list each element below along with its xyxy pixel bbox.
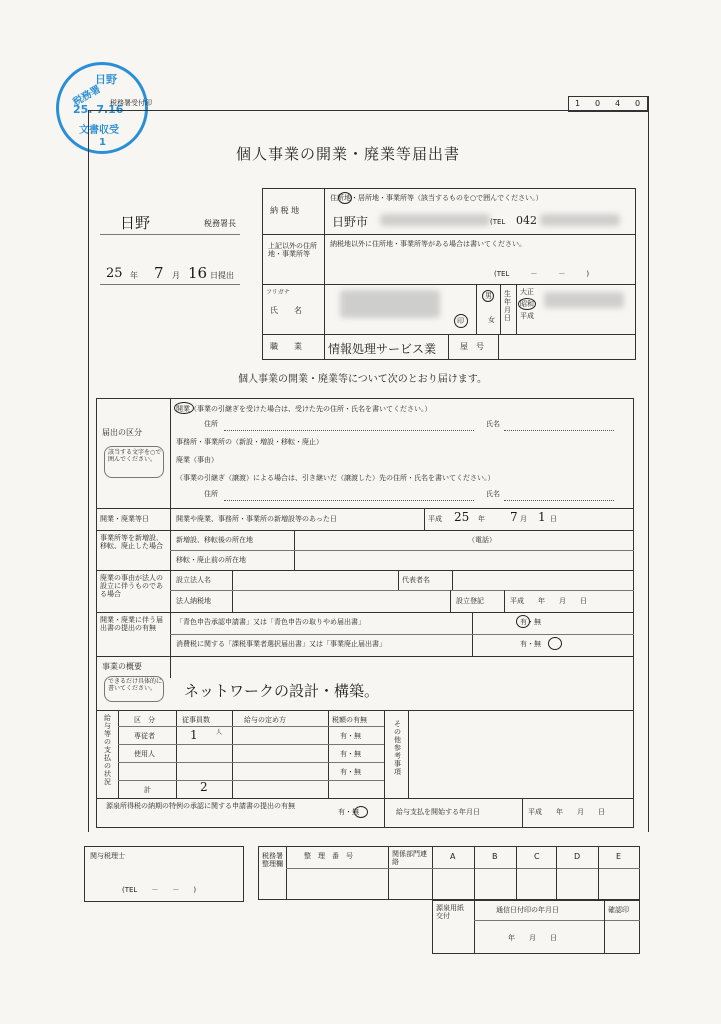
withholding-label: 源泉所得税の納期の特例の承認に関する申請書の提出の有無 — [106, 802, 295, 810]
place-value: 日野市 — [332, 215, 369, 229]
category-office: 事務所・事業所の（新設・増設・移転・廃止） — [176, 438, 323, 446]
salary-label: 給与等の支払の状況 — [104, 714, 111, 787]
office-suffix: 税務署長 — [204, 219, 236, 228]
employee-count: 1 — [190, 728, 198, 742]
job-label: 職 業 — [270, 342, 302, 351]
gender-male: 男 — [485, 292, 492, 300]
other-tel: (TEL － － ) — [494, 270, 590, 278]
category-closure: 廃業（事由） — [176, 456, 218, 464]
other-notes-label: その他参考事項 — [394, 720, 401, 777]
employee-total: 2 — [200, 780, 208, 794]
business-label: 事業の概要 — [102, 662, 142, 671]
location-label: 事業所等を新増設、移転、廃止した場合 — [100, 534, 163, 551]
start-month: 7 — [510, 510, 518, 524]
birth-label: 生年月日 — [504, 290, 511, 323]
start-date-label: 開業・廃業等日 — [100, 515, 149, 523]
stamp-office: 日野 — [95, 73, 117, 86]
gender-female: 女 — [488, 316, 495, 324]
declaration: 個人事業の開業・廃業等について次のとおり届けます。 — [238, 374, 487, 385]
stamp-type: 文書収受 — [79, 125, 119, 136]
submit-month: 7 — [154, 264, 164, 282]
name-label: 氏 名 — [270, 306, 302, 315]
tel-value: 042 — [516, 214, 537, 227]
other-note: 納税地以外に住所地・事業所等がある場合は書いてください。 — [330, 240, 526, 248]
submit-day: 16 — [188, 264, 208, 282]
stamp-number: 1 — [99, 137, 106, 148]
seal-mark: 印 — [457, 317, 464, 325]
business-value: ネットワークの設計・構築。 — [184, 682, 380, 700]
category-start: 開業（事業の引継ぎを受けた場合は、受けた先の住所・氏名を書いてください。） — [176, 405, 432, 413]
start-year: 25 — [454, 510, 470, 524]
category-label: 届出の区分 — [102, 428, 142, 437]
job-value: 情報処理サービス業 — [328, 342, 437, 356]
place-choice: 住所地・居所地・事業所等（該当するものを○で囲んでください。） — [330, 194, 543, 202]
office-name: 日野 — [120, 214, 151, 232]
reception-label: 税務署受付印 — [110, 99, 152, 107]
stamp-bureau: 税務署 — [71, 83, 103, 109]
other-label: 上記以外の住所地・事業所等 — [268, 242, 317, 259]
form-page: 日野 税務署 25. 7.16 文書収受 1 税務署受付印 1 0 4 0 個人事業の開業・廃業等届出書 日野 税務署長 25 年 7 月 16 日提出 納 税 地 住所地・居所地・事業所等（該当するものを○で囲んでください。） 日野市 (TEL 042 上記以外の住所地・事業所等 納税地以外に住所地・事業所等がある場合は書いてください。 (TEL － － ) フリガナ 氏 名 印 男 女 生年月日 大正 昭和 平成 職 業 情報処理サービス業 屋 号 個人事業の開業・廃業等について次のとおり届けます。 届出の区分 該当する文字を○で囲んでください。 開業（事業の引継ぎを受けた場合は、受けた先の住所・氏名を書いてください。） 住所 氏名 事務所・事業所の（新設・増設・移転・廃止） 廃業（事由） （事業の引継ぎ（譲渡）による場合は、引き継いだ（譲渡した）先の住所・氏名を書いてください。） 住所 氏名 開業・廃業等日 開業や廃業、事務所・事業所の新増設等のあった日 平成 25 年 7 月 1 日 事業所等を新増設、移転、廃止した場合 新増設、移転後の所在地 （電話） 移転・廃止前の所在地 廃業の事由が法人の設立に伴うものである場合 設立法人名 代表者名 法人納税地 設立登記 平成 年 月 日 開業・廃業に伴う届出書の提出の有無 「青色申告承認申請書」又は「青色申告の取りやめ届出書」 有・無 消費税に関する「課税事業者選択届出書」又は「事業廃止届出書」 有・無 事業の概要 できるだけ具体的に書いてください。 ネットワークの設計・構築。 給与等の支払の状況 区 分 従事員数 給与の定め方 税額の有無 専従者 1 人 有・無 使用人 有・無 有・無 計 2 その他参考事項 源泉所得税の納期の特例の承認に関する申請書の提出の有無 有・無 給与支払を開始する年月日 平成 年 月 日 関与税理士 (TEL － － ) 税務署整理欄 整 理 番 号 関係部門連絡 A B C D E 源泉用紙交付 通信日付印の年月日 年 月 日 確認印 — [0, 0, 721, 1024]
start-day: 1 — [538, 510, 546, 524]
corp-label: 廃業の事由が法人の設立に伴うものである場合 — [100, 574, 163, 599]
form-number-box: 1 0 4 0 — [568, 96, 648, 112]
consumption-choice: 有・無 — [520, 640, 541, 648]
submit-year: 25 — [106, 266, 123, 281]
stamp-date: 25. 7.16 — [73, 103, 124, 116]
shop-label: 屋 号 — [460, 342, 484, 351]
reception-stamp — [56, 62, 148, 154]
form-title: 個人事業の開業・廃業等届出書 — [236, 145, 461, 163]
filings-label: 開業・廃業に伴う届出書の提出の有無 — [100, 616, 163, 633]
place-label: 納 税 地 — [270, 206, 300, 215]
blue-choice: 有・無 — [520, 618, 541, 626]
